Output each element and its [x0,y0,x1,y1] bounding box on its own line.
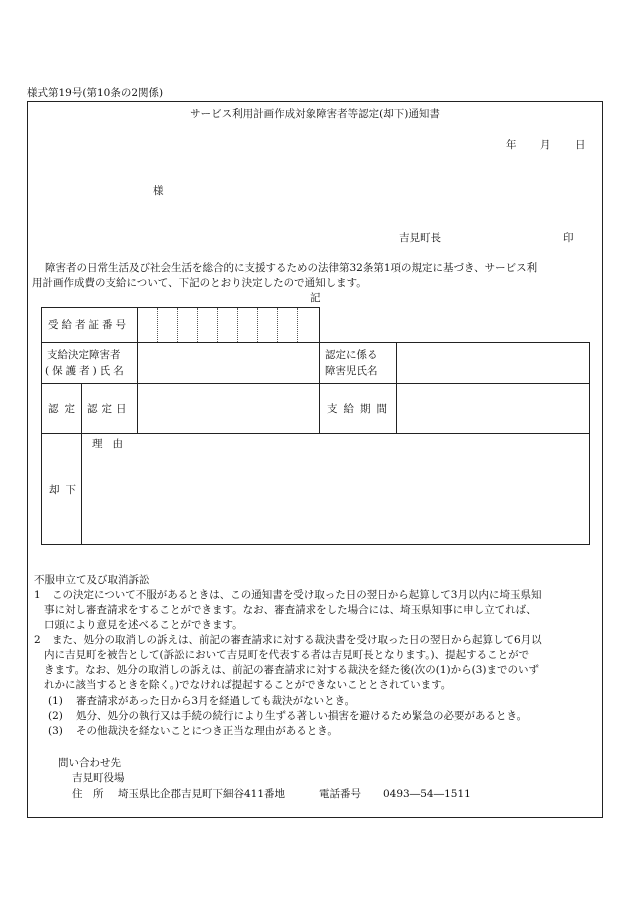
table-line [396,342,397,433]
table-line [41,307,42,544]
appeal-item-2-number: 2 [34,634,41,646]
contact-office: 吉見町役場 [72,772,125,784]
table-line [589,342,590,544]
approval-label: 認定 [48,403,81,415]
recipient-number-label: 受給者証番号 [48,319,129,331]
digit-divider [197,308,198,342]
supply-period-label: 支給期間 [327,403,393,415]
table-line [41,433,590,434]
appeal-sub-2-number: (2) [48,710,63,722]
rejection-label: 却下 [49,484,82,496]
table-line [137,307,138,383]
appeal-item-1-line-3: 口頭により意見を述べることができます。 [44,619,243,631]
form-number: 様式第19号(第10条の2関係) [27,87,164,99]
appeal-item-1-number: 1 [34,589,41,601]
table-line [137,383,138,433]
body-text-line-2: 用計画作成費の支給について、下記のとおり決定したので通知します。 [32,277,367,289]
appeal-sub-2-text: 処分、処分の執行又は手続の続行により生ずる著しい損害を避けるため緊急の必要があるとき。 [76,710,528,722]
appeal-item-1-line-2: 事に対し審査請求をすることができます。なお、審査請求をした場合には、埼玉県知事に申し立てれば、 [44,604,537,616]
appeal-item-2-line-1: また、処分の取消しの訴えは、前記の審査請求に対する裁決書を受け取った日の翌日から起算して6月以 [52,634,542,646]
decided-person-label-line-2: (保護者)氏名 [45,365,127,377]
digit-divider [277,308,278,342]
reason-label: 理由 [92,438,133,450]
digit-divider [257,308,258,342]
appeal-item-2-line-3: きます。なお、処分の取消しの訴えは、前記の審査請求に対する裁決を経た後(次の(1)から(3)までのいず [44,664,540,676]
date-month-label: 月 [540,139,551,151]
contact-address: 埼玉県比企郡吉見町下細谷411番地 [118,788,286,800]
digit-divider [157,308,158,342]
table-line [81,383,82,544]
appeal-sub-1-text: 審査請求があった日から3月を経過しても裁決がないとき。 [76,695,356,707]
digit-divider [177,308,178,342]
appeal-sub-3-number: (3) [48,725,63,737]
body-text-line-1: 障害者の日常生活及び社会生活を総合的に支援するための法律第32条第1項の規定に基づき、サービス利 [45,262,538,274]
digit-divider [297,308,298,342]
contact-phone: 0493―54―1511 [383,788,471,800]
child-label-line-2: 障害児氏名 [325,365,378,377]
issuer-name: 吉見町長 [399,232,441,244]
decided-person-label-line-1: 支給決定障害者 [47,349,121,361]
table-line [319,307,320,433]
table-line [41,544,590,545]
seal-mark: 印 [563,232,574,244]
contact-address-label: 住 所 [72,788,104,800]
date-day-label: 日 [575,139,586,151]
appeal-sub-3-text: その他裁決を経ないことにつき正当な理由があるとき。 [76,725,338,737]
appeal-sub-1-number: (1) [48,695,63,707]
ki-label: 記 [310,292,321,304]
contact-phone-label: 電話番号 [319,788,361,800]
addressee-suffix: 様 [153,185,164,197]
appeal-heading: 不服申立て及び取消訴訟 [34,574,150,586]
table-line [41,342,590,343]
date-year-label: 年 [506,139,517,151]
table-line [41,383,590,384]
appeal-item-2-line-2: 内に吉見町を被告として(訴訟において吉見町を代表する者は吉見町長となります。)、提起することがで [44,649,530,661]
child-label-line-1: 認定に係る [325,349,378,361]
digit-divider [237,308,238,342]
document-title: サービス利用計画作成対象障害者等認定(却下)通知書 [190,108,440,120]
appeal-item-1-line-1: この決定について不服があるときは、この通知書を受け取った日の翌日から起算して3月以内に埼玉県知 [52,589,542,601]
contact-heading: 問い合わせ先 [58,757,121,769]
approval-date-label: 認定日 [87,403,131,415]
appeal-item-2-line-4: れかに該当するときを除く。)でなければ提起することができないこととされています。 [44,679,452,691]
digit-divider [217,308,218,342]
